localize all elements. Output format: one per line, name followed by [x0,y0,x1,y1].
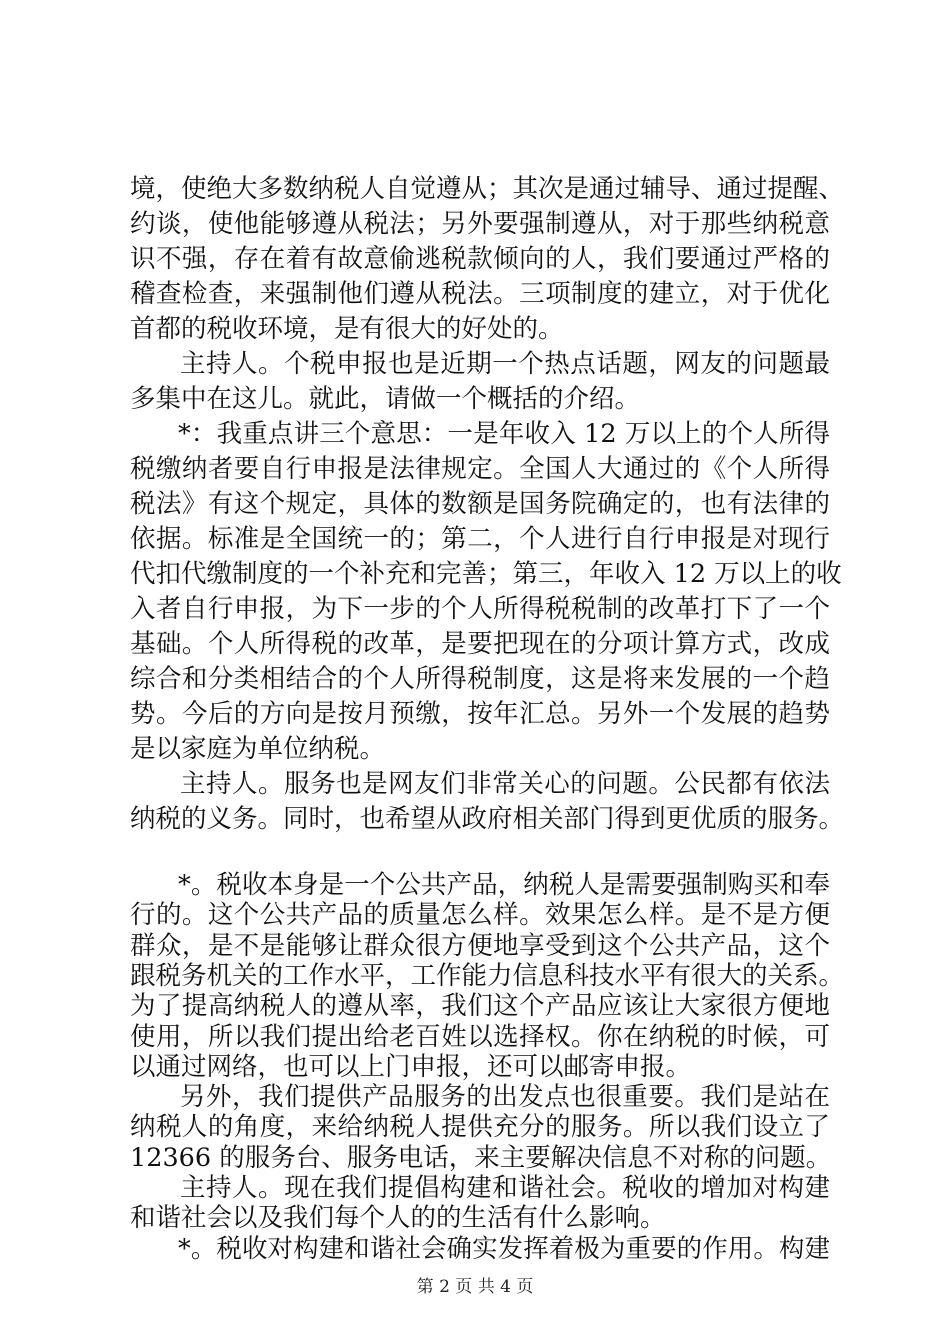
text-line: *。税收对构建和谐社会确实发挥着极为重要的作用。构建 [178,1233,830,1264]
text-line: 多集中在这儿。就此，请做一个概括的介绍。 [130,384,641,414]
text-line: 使用，所以我们提出给老百姓以选择权。你在纳税的时候，可 [130,1021,830,1052]
text-line: 首都的税收环境，是有很大的好处的。 [130,314,564,344]
text-line: *。税收本身是一个公共产品，纳税人是需要强制购买和奉 [178,870,830,900]
text-line: *：我重点讲三个意思：一是年收入 12 万以上的个人所得 [178,419,830,449]
text-line: 识不强，存在着有故意偷逃税款倾向的人，我们要通过严格的 [130,244,830,274]
text-line: 纳税人的角度，来给纳税人提供充分的服务。所以我们设立了 [130,1112,830,1143]
page-number-footer: 第 2 页 共 4 页 [416,1277,534,1297]
text-line: 主持人。现在我们提倡构建和谐社会。税收的增加对构建 [180,1173,830,1204]
text-line: 约谈，使他能够遵从税法；另外要强制遵从，对于那些纳税意 [130,209,830,239]
text-line: 为了提高纳税人的遵从率，我们这个产品应该让大家很方便地 [130,991,830,1022]
text-line: 行的。这个公共产品的质量怎么样。效果怎么样。是不是方便 [130,900,830,931]
text-line: 跟税务机关的工作水平，工作能力信息科技水平有很大的关系。 [130,960,845,991]
text-line: 稽查检查，来强制他们遵从税法。三项制度的建立，对于优化 [130,279,830,309]
text-line: 和谐社会以及我们每个人的的生活有什么影响。 [130,1203,666,1234]
text-line: 是以家庭为单位纳税。 [130,734,386,764]
text-line: 代扣代缴制度的一个补充和完善；第三，年收入 12 万以上的收 [130,559,842,589]
text-line: 12366 的服务台、服务电话，来主要解决信息不对称的问题。 [130,1142,832,1173]
text-line: 依据。标准是全国统一的；第二，个人进行自行申报是对现行 [130,524,830,554]
text-line: 势。今后的方向是按月预缴，按年汇总。另外一个发展的趋势 [130,699,830,729]
text-line: 群众，是不是能够让群众很方便地享受到这个公共产品，这个 [130,930,830,961]
text-line: 纳税的义务。同时，也希望从政府相关部门得到更优质的服务。 [130,804,845,834]
text-line: 另外，我们提供产品服务的出发点也很重要。我们是站在 [180,1082,830,1113]
text-line: 税法》有这个规定，具体的数额是国务院确定的，也有法律的 [130,489,830,519]
text-line: 综合和分类相结合的个人所得税制度，这是将来发展的一个趋 [130,664,830,694]
text-line: 主持人。个税申报也是近期一个热点话题，网友的问题最 [180,349,830,379]
text-line: 基础。个人所得税的改革，是要把现在的分项计算方式，改成 [130,629,830,659]
text-line: 以通过网络，也可以上门申报，还可以邮寄申报。 [130,1051,692,1082]
text-line: 入者自行申报，为下一步的个人所得税税制的改革打下了一个 [130,594,830,624]
text-line: 主持人。服务也是网友们非常关心的问题。公民都有依法 [180,769,830,799]
text-line: 境，使绝大多数纳税人自觉遵从；其次是通过辅导、通过提醒、 [130,174,845,204]
text-line: 税缴纳者要自行申报是法律规定。全国人大通过的《个人所得 [130,454,830,484]
